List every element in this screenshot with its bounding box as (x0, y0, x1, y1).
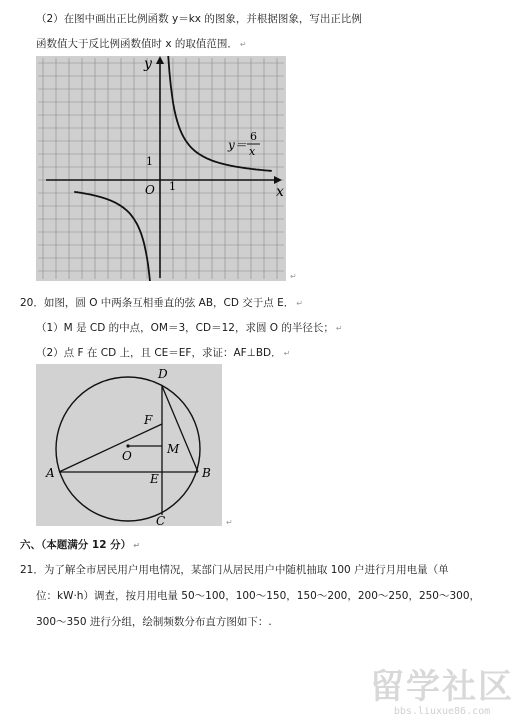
function-label-lhs: y＝ (228, 138, 247, 152)
label-e: E (150, 472, 159, 486)
q20-part1: （1）M 是 CD 的中点，OM＝3，CD＝12，求圆 O 的半径长； ↵ (36, 322, 343, 334)
hyperbola-graph (36, 56, 286, 281)
watermark-url: bbs.liuxue86.com (393, 706, 491, 717)
q21-line3: 300～350 进行分组，绘制频数分布直方图如下：. (36, 616, 272, 628)
label-c: C (156, 514, 166, 526)
origin-label: O (145, 183, 155, 197)
watermark (370, 668, 514, 717)
q21-line1: 21．为了解全市居民用户用电情况，某部门从居民用户中随机抽取 100 户进行月用电量（单 (20, 564, 449, 576)
label-b: B (202, 466, 211, 480)
watermark-logo: 留学社区 (370, 667, 514, 707)
label-d: D (158, 367, 168, 381)
label-o: O (122, 449, 132, 463)
q20-part2: （2）点 F 在 CD 上，且 CE＝EF，求证：AF⊥BD． ↵ (36, 347, 291, 359)
y-axis-label: y (144, 56, 152, 72)
function-label-numerator: 6 (250, 130, 257, 143)
q20-stem: 20．如图，圆 O 中两条互相垂直的弦 AB，CD 交于点 E． ↵ (20, 297, 303, 309)
q19-part2-continuation: 函数值大于反比例函数值时 x 的取值范围． ↵ (36, 38, 247, 50)
label-m: M (167, 442, 180, 456)
y-tick-label: 1 (146, 155, 153, 168)
q19-part2-text: （2）在图中画出正比例函数 y＝kx 的图象，并根据图象，写出正比例 (36, 13, 362, 25)
x-axis-label: x (276, 184, 284, 200)
x-tick-label: 1 (169, 180, 176, 193)
hyperbola-graph-figure (36, 56, 286, 281)
section-6-title: 六、（本题满分 12 分） ↵ (20, 539, 140, 551)
circle-figure (36, 364, 222, 526)
point-o (126, 444, 129, 447)
figure2-paragraph-mark: ↵ (226, 518, 233, 527)
circle-diagram (36, 364, 222, 526)
figure1-paragraph-mark: ↵ (290, 272, 297, 281)
function-label-denominator: x (249, 145, 256, 158)
q21-line2: 位：kW·h）调查，按月用电量 50～100，100～150，150～200，200～250，250～300， (36, 590, 481, 602)
label-f: F (144, 413, 153, 427)
label-a: A (46, 466, 55, 480)
